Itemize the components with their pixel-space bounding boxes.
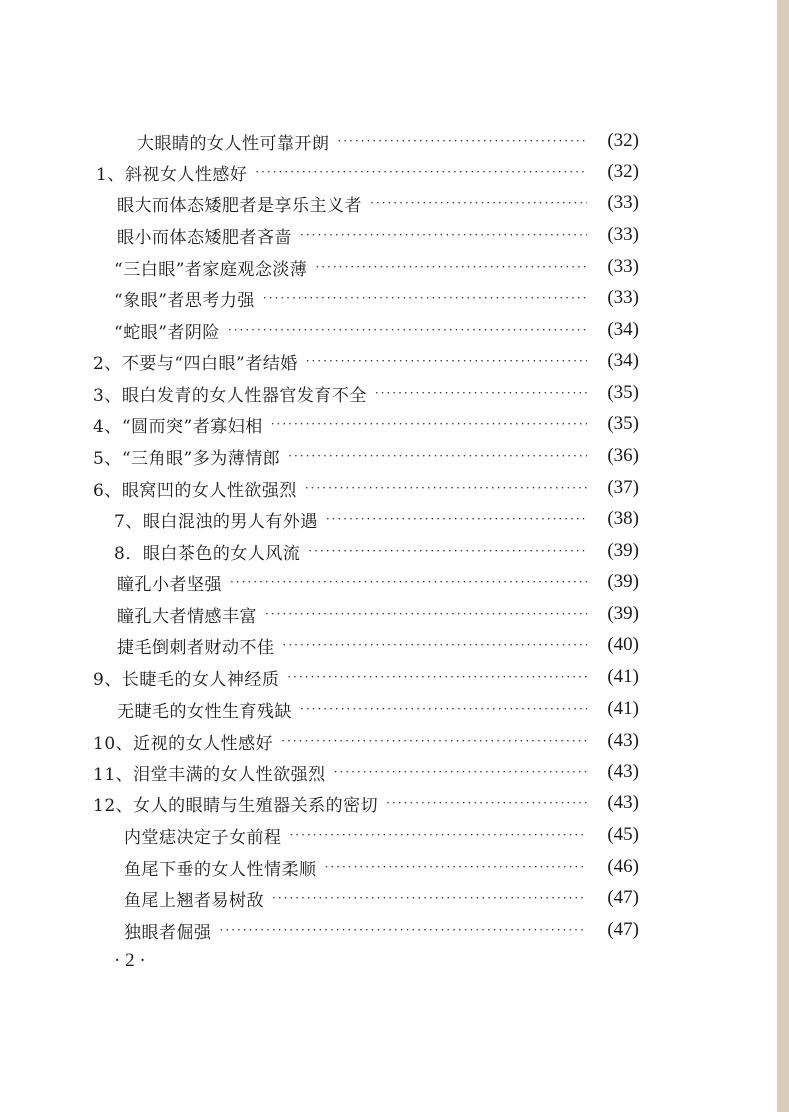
toc-leader-dots	[305, 473, 587, 503]
toc-entry-title: 眼小而体态矮肥者吝啬	[117, 227, 292, 248]
toc-entry	[114, 252, 639, 282]
toc-entry	[93, 662, 639, 692]
toc-entry-page: (33)	[607, 256, 639, 277]
toc-entry-page: (45)	[607, 824, 639, 845]
toc-entry	[93, 788, 639, 818]
book-spine-edge	[777, 0, 789, 1112]
toc-entry-page: (35)	[607, 413, 639, 434]
toc-entry-page: (39)	[607, 603, 639, 624]
toc-entry-page: (43)	[607, 761, 639, 782]
toc-leader-dots	[300, 220, 587, 250]
toc-entry	[124, 883, 639, 913]
toc-entry-title: 独眼者倔强	[124, 922, 212, 943]
toc-leader-dots	[308, 536, 587, 566]
toc-leader-dots	[290, 820, 588, 850]
toc-entry-title: 2、不要与“四白眼”者结婚	[93, 353, 298, 374]
toc-entry	[117, 567, 639, 597]
toc-entry-title: 无睫毛的女性生育残缺	[117, 701, 292, 722]
toc-leader-dots	[287, 662, 587, 692]
toc-leader-dots	[306, 346, 587, 376]
toc-entry	[124, 852, 639, 882]
toc-entry-page: (47)	[607, 919, 639, 940]
toc-entry-title: 内堂痣决定子女前程	[124, 827, 282, 848]
toc-entry-page: (46)	[607, 856, 639, 877]
toc-entry-title: 4、“圆而突”者寡妇相	[93, 416, 263, 437]
toc-entry	[96, 157, 639, 187]
toc-entry-page: (37)	[607, 477, 639, 498]
toc-entry	[117, 630, 639, 660]
toc-entry-title: 9、长睫毛的女人神经质	[93, 669, 280, 690]
toc-entry	[93, 726, 639, 756]
toc-entry-title: 10、近视的女人性感好	[93, 733, 274, 754]
toc-leader-dots	[370, 188, 587, 218]
toc-entry-page: (41)	[607, 666, 639, 687]
toc-leader-dots	[300, 694, 587, 724]
toc-leader-dots	[220, 915, 588, 945]
toc-leader-dots	[265, 599, 587, 629]
toc-entry	[93, 441, 639, 471]
toc-entry	[114, 504, 639, 534]
toc-entry-page: (39)	[607, 571, 639, 592]
toc-entry-page: (32)	[607, 161, 639, 182]
toc-entry	[93, 473, 639, 503]
toc-entry-page: (38)	[607, 508, 639, 529]
toc-entry-title: 5、“三角眼”多为薄情郎	[93, 448, 281, 469]
toc-entry-page: (35)	[607, 382, 639, 403]
toc-entry	[114, 283, 639, 313]
toc-entry	[93, 409, 639, 439]
toc-entry	[137, 126, 639, 156]
toc-entry-title: 6、眼窝凹的女人性欲强烈	[93, 480, 297, 501]
toc-leader-dots	[281, 726, 587, 756]
toc-entry-title: 鱼尾下垂的女人性情柔顺	[124, 859, 317, 880]
toc-entry	[124, 820, 639, 850]
toc-entry	[114, 315, 639, 345]
toc-entry-title: 瞳孔小者坚强	[117, 574, 222, 595]
toc-entry-title: 7、眼白混浊的男人有外遇	[114, 511, 318, 532]
toc-entry-page: (41)	[607, 698, 639, 719]
toc-entry-page: (33)	[607, 192, 639, 213]
toc-entry	[124, 915, 639, 945]
toc-leader-dots	[386, 788, 587, 818]
toc-leader-dots	[288, 441, 587, 471]
toc-entry	[93, 757, 639, 787]
toc-leader-dots	[326, 504, 587, 534]
toc-entry	[117, 694, 639, 724]
toc-entry-page: (33)	[607, 224, 639, 245]
toc-entry	[117, 188, 639, 218]
toc-entry-page: (34)	[607, 319, 639, 340]
toc-entry	[117, 599, 639, 629]
toc-entry-title: 眼大而体态矮肥者是享乐主义者	[117, 195, 362, 216]
toc-leader-dots	[375, 378, 587, 408]
toc-entry-page: (47)	[607, 887, 639, 908]
toc-leader-dots	[315, 252, 587, 282]
toc-leader-dots	[228, 315, 587, 345]
toc-leader-dots	[283, 630, 588, 660]
toc-entry-title: “象眼”者思考力强	[114, 290, 255, 311]
toc-entry-title: 瞳孔大者情感丰富	[117, 606, 257, 627]
toc-leader-dots	[255, 157, 587, 187]
toc-entry-page: (33)	[607, 287, 639, 308]
toc-leader-dots	[334, 757, 587, 787]
toc-leader-dots	[230, 567, 587, 597]
toc-leader-dots	[271, 409, 587, 439]
toc-entry-title: 12、女人的眼睛与生殖器关系的密切	[93, 795, 379, 816]
toc-entry-title: 捷毛倒刺者财动不佳	[117, 637, 275, 658]
toc-entry	[117, 220, 639, 250]
toc-leader-dots	[338, 126, 588, 156]
toc-leader-dots	[272, 883, 587, 913]
toc-entry-title: 鱼尾上翘者易树敌	[124, 890, 264, 911]
toc-entry-page: (36)	[607, 445, 639, 466]
toc-leader-dots	[325, 852, 588, 882]
toc-entry-title: 11、泪堂丰满的女人性欲强烈	[93, 764, 326, 785]
toc-entry-title: “蛇眼”者阴险	[114, 322, 220, 343]
toc-entry-page: (40)	[607, 634, 639, 655]
toc-entry-page: (34)	[607, 350, 639, 371]
toc-entry-page: (43)	[607, 792, 639, 813]
toc-entry-page: (39)	[607, 540, 639, 561]
toc-entry-page: (32)	[607, 130, 639, 151]
page-number: · 2 ·	[114, 950, 146, 971]
toc-entry	[93, 378, 639, 408]
toc-entry-page: (43)	[607, 730, 639, 751]
toc-entry-title: 大眼睛的女人性可靠开朗	[137, 133, 330, 154]
toc-entry	[114, 536, 639, 566]
toc-entry-title: 3、眼白发青的女人性器官发育不全	[93, 385, 367, 406]
toc-entry	[93, 346, 639, 376]
toc-entry-title: “三白眼”者家庭观念淡薄	[114, 259, 308, 280]
toc-entry-title: 8．眼白茶色的女人风流	[114, 543, 301, 564]
toc-leader-dots	[263, 283, 587, 313]
toc-entry-title: 1、斜视女人性感好	[96, 164, 248, 185]
